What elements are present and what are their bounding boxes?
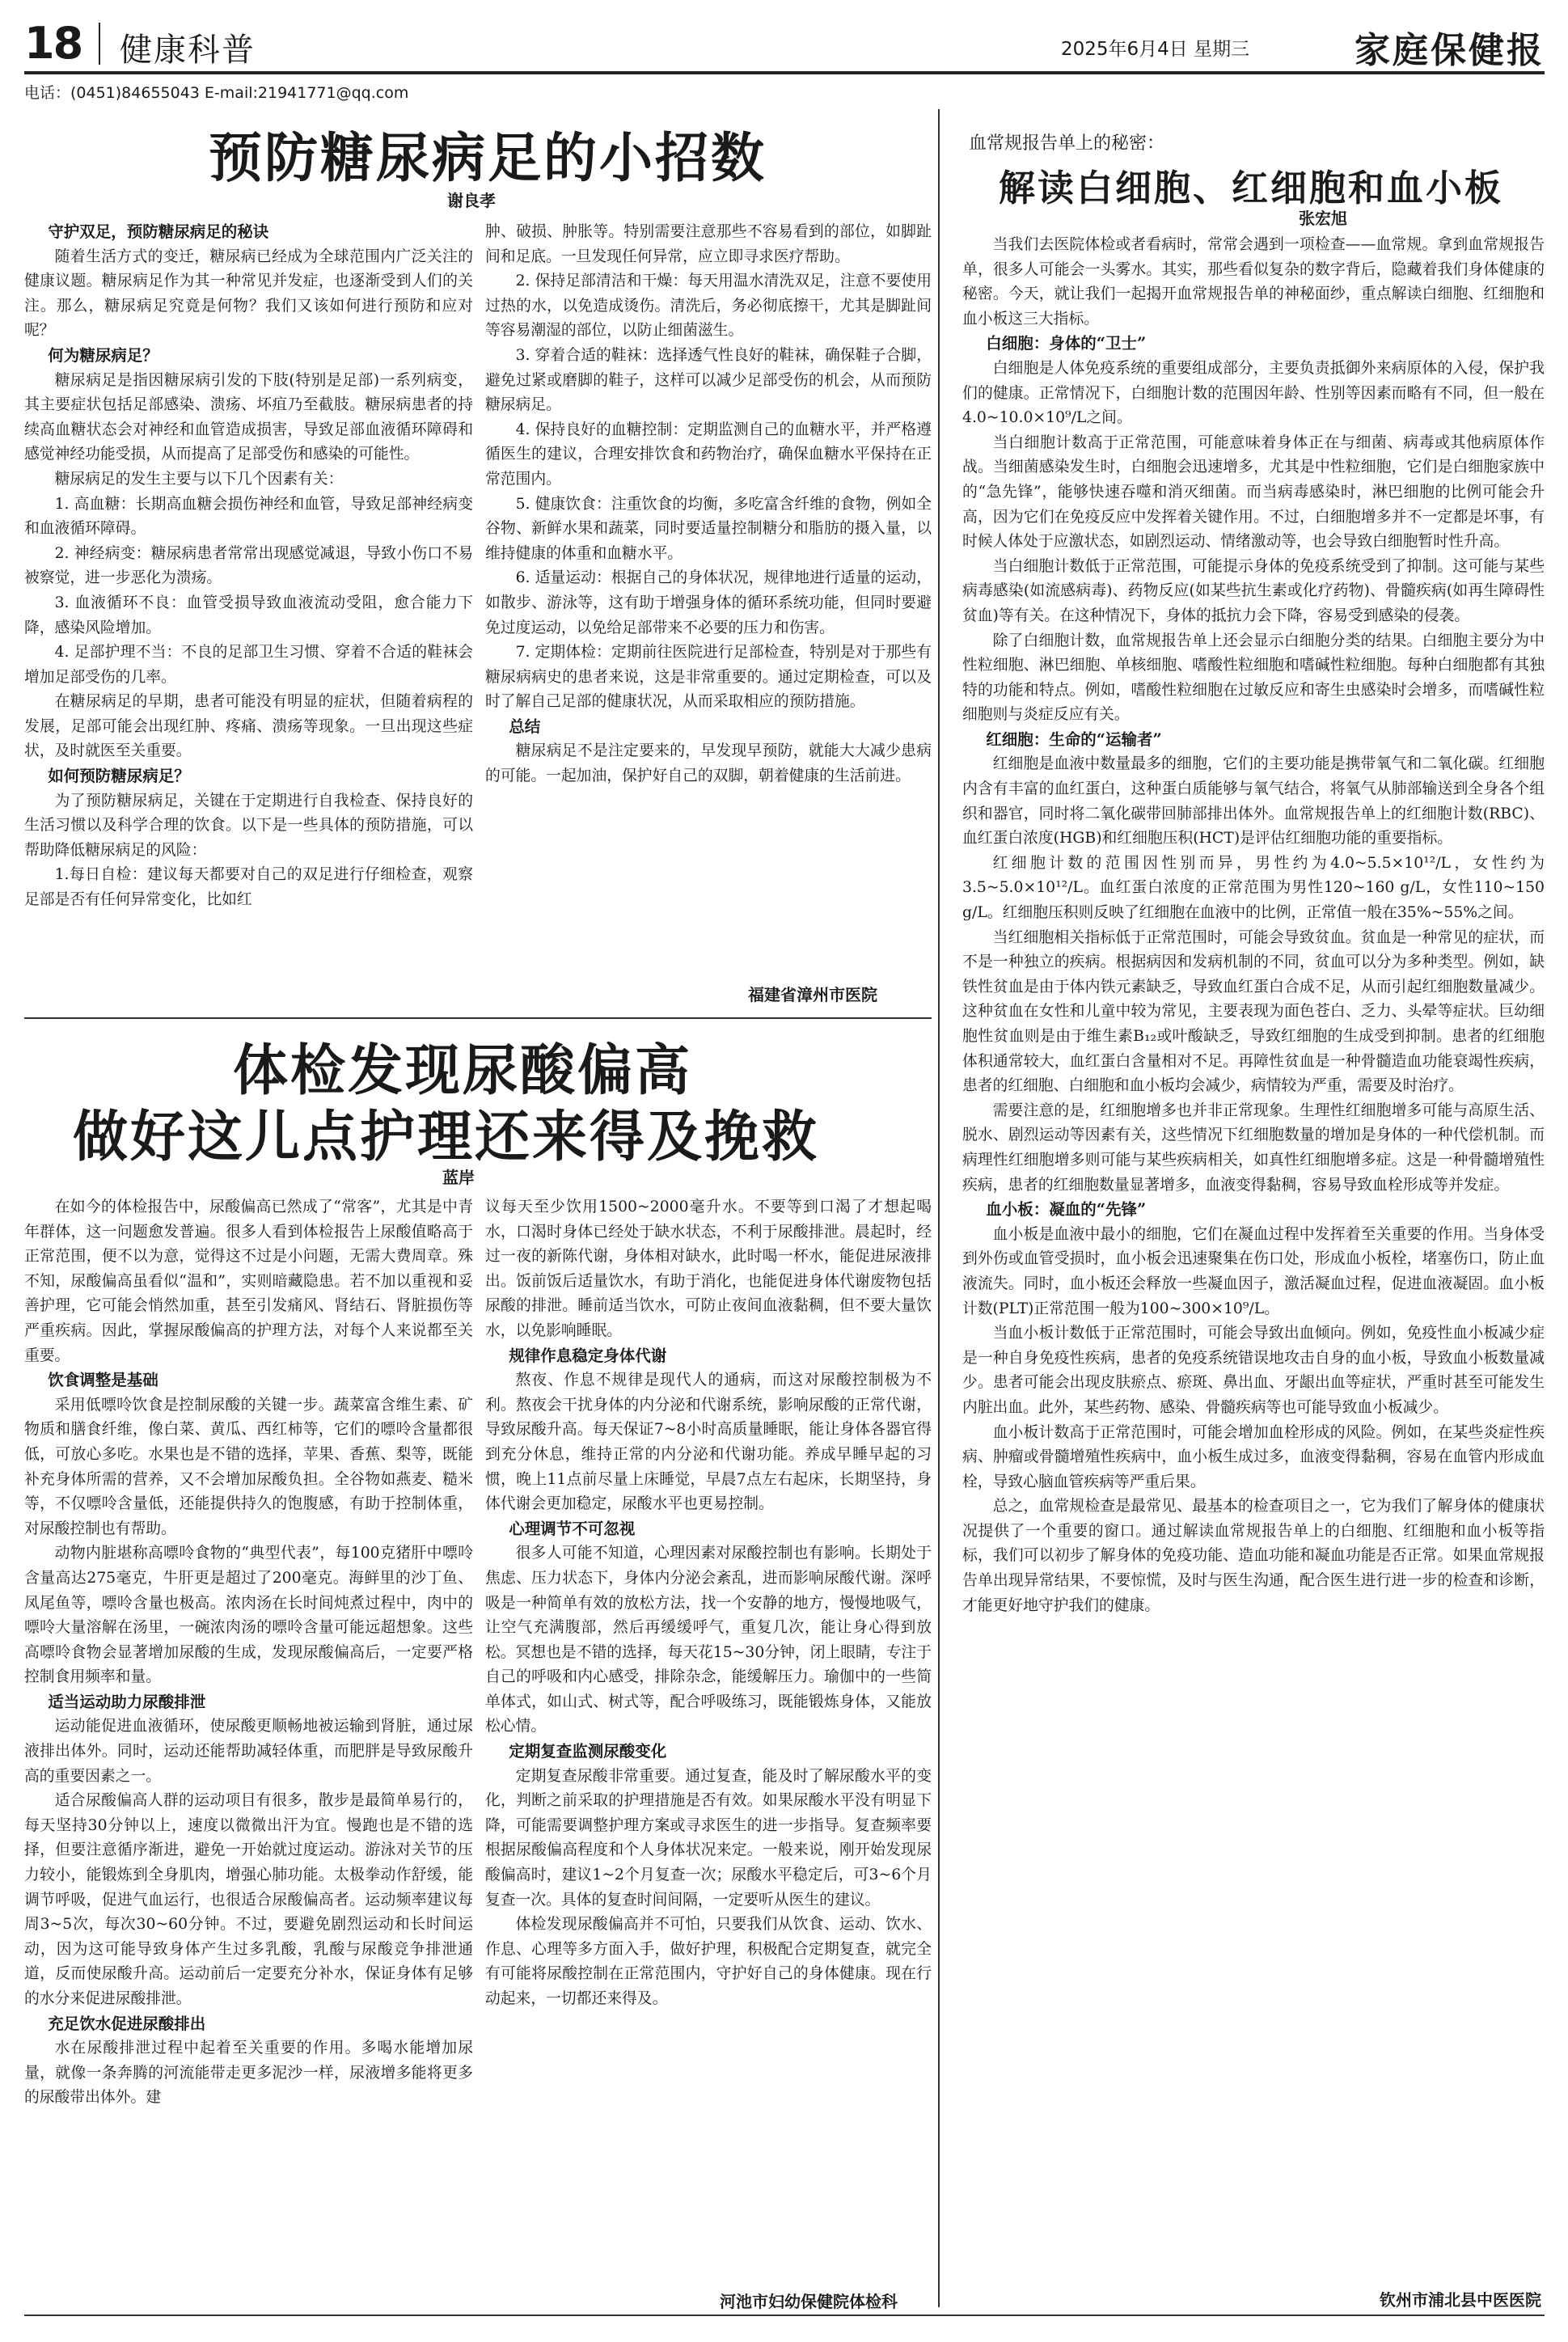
paragraph: 肿、破损、肿胀等。特别需要注意那些不容易看到的部位，如脚趾间和足底。一旦发现任何异常，应立即寻求医疗帮助。 — [485, 223, 932, 265]
paragraph: 红细胞计数的范围因性别而异，男性约为4.0~5.5×10¹²/L，女性约为3.5~5.0×10¹²/L。血红蛋白浓度的正常范围为男性120~160 g/L，女性110~150 g/L。红细胞压积则反映了红细胞在血液中的比例，正常值一般在35%~55%之间。 — [962, 854, 1545, 922]
subheading: 白细胞：身体的“卫士” — [986, 334, 1147, 353]
article2-col2 — [485, 1195, 932, 2279]
article2-source: 河池市妇幼保健院体检科 — [720, 2292, 898, 2311]
paragraph: 在糖尿病足的早期，患者可能没有明显的症状，但随着病程的发展，足部可能会出现红肿、疼痛、溃疡等现象。一旦出现这些症状，及时就医至关重要。 — [24, 693, 473, 760]
article2-title-line1: 体检发现尿酸偏高 — [233, 1038, 693, 1103]
paragraph: 当白细胞计数低于正常范围，可能提示身体的免疫系统受到了抑制。这可能与某些病毒感染(如流感病毒)、药物反应(如某些抗生素或化疗药物)、骨髓疾病(如再生障碍性贫血)等有关。在这种情况下，身体的抵抗力会下降，容易受到感染的侵袭。 — [962, 557, 1545, 624]
paragraph: 7. 定期体检：定期前往医院进行足部检查，特别是对于那些有糖尿病病史的患者来说，这是非常重要的。通过定期检查，可以及时了解自己足部的健康状况，从而采取相应的预防措施。 — [485, 644, 932, 711]
article3-kicker: 血常规报告单上的秘密： — [969, 133, 1165, 154]
paragraph: 4. 保持良好的血糖控制：定期监测自己的血糖水平，并严格遵循医生的建议，合理安排饮食和药物治疗，确保血糖水平保持在正常范围内。 — [485, 421, 932, 488]
article1-title: 预防糖尿病足的小招数 — [209, 126, 767, 189]
paragraph: 熬夜、作息不规律是现代人的通病，而这对尿酸控制极为不利。熬夜会干扰身体的内分泌和代谢系统，影响尿酸的正常代谢，导致尿酸升高。每天保证7~8小时高质量睡眠，能让身体各器官得到充分休息，维持正常的内分泌和代谢功能。养成早睡早起的习惯，晚上11点前尽量上床睡觉，早晨7点左右起床，长期坚持，身体代谢会更加稳定，尿酸水平也更易控制。 — [485, 1372, 932, 1513]
subheading: 总结 — [509, 717, 541, 736]
article3-body — [962, 233, 1545, 2277]
paragraph: 随着生活方式的变迁，糖尿病已经成为全球范围内广泛关注的健康议题。糖尿病足作为其一种常见并发症，也逐渐受到人们的关注。那么，糖尿病足究竟是何物？我们又该如何进行预防和应对呢？ — [24, 247, 473, 340]
paragraph: 采用低嘌呤饮食是控制尿酸的关键一步。蔬菜富含维生素、矿物质和膳食纤维，像白菜、黄瓜、西红柿等，它们的嘌呤含量都很低，可放心多吃。水果也是不错的选择，苹果、香蕉、梨等，既能补充身体所需的营养，又不会增加尿酸负担。全谷物如燕麦、糙米等，不仅嘌呤含量低，还能提供持久的饱腹感，有助于控制体重，对尿酸控制也有帮助。 — [24, 1396, 473, 1537]
issue-date: 2025年6月4日 星期三 — [1061, 39, 1250, 60]
paragraph: 红细胞是血液中数量最多的细胞，它们的主要功能是携带氧气和二氧化碳。红细胞内含有丰富的血红蛋白，这种蛋白质能够与氧气结合，将氧气从肺部输送到全身各个组织和器官，同时将二氧化碳带回肺部排出体外。血常规报告单上的红细胞计数(RBC)、血红蛋白浓度(HGB)和红细胞压积(HCT)是评估红细胞功能的重要指标。 — [962, 755, 1545, 848]
bottom-rule — [24, 2315, 1545, 2316]
subheading: 适当运动助力尿酸排泄 — [48, 1692, 206, 1711]
paragraph: 当白细胞计数高于正常范围，可能意味着身体正在与细菌、病毒或其他病原体作战。当细菌感染发生时，白细胞会迅速增多，尤其是中性粒细胞，它们是白细胞家族中的“急先锋”，能够快速吞噬和消灭细菌。而当病毒感染时，淋巴细胞的比例可能会升高，因为它们在免疫反应中发挥着关键作用。不过，白细胞增多并不一定都是坏事，有时候人体处于应激状态，如剧烈运动、情绪激动等，也会导致白细胞暂时性升高。 — [962, 433, 1545, 551]
article2-col1 — [24, 1195, 473, 2315]
paragraph: 糖尿病足是指因糖尿病引发的下肢(特别是足部)一系列病变，其主要症状包括足部感染、溃疡、坏疽乃至截肢。糖尿病患者的持续高血糖状态会对神经和血管造成损害，导致足部血液循环障碍和感觉神经功能受损，从而提高了足部受伤和感染的可能性。 — [24, 371, 473, 463]
paragraph: 需要注意的是，红细胞增多也并非正常现象。生理性红细胞增多可能与高原生活、脱水、剧烈运动等因素有关，这些情况下红细胞数量的增加是身体的一种代偿机制。而病理性红细胞增多则可能与某些疾病相关，如真性红细胞增多症。这是一种骨髓增殖性疾病，患者的红细胞数量显著增多，血液变得黏稠，容易导致血栓形成等并发症。 — [962, 1101, 1545, 1194]
paragraph: 2. 神经病变：糖尿病患者常常出现感觉减退，导致小伤口不易被察觉，进一步恶化为溃疡。 — [24, 544, 473, 587]
paragraph: 动物内脏堪称高嘌呤食物的“典型代表”，每100克猪肝中嘌呤含量高达275毫克，牛肝更是超过了200毫克。海鲜里的沙丁鱼、凤尾鱼等，嘌呤含量也极高。浓肉汤在长时间炖煮过程中，肉中的嘌呤大量溶解在汤里，一碗浓肉汤的嘌呤含量可能远超想象。这些高嘌呤食物会显著增加尿酸的生成，发现尿酸偏高后，一定要严格控制食用频率和量。 — [24, 1545, 473, 1686]
article2-author: 蓝岸 — [442, 1168, 475, 1187]
article3-author: 张宏旭 — [1299, 209, 1347, 228]
subheading: 守护双足，预防糖尿病足的秘诀 — [48, 222, 269, 241]
paragraph: 运动能促进血液循环，使尿酸更顺畅地被运输到肾脏，通过尿液排出体外。同时，运动还能帮助减轻体重，而肥胖是导致尿酸升高的重要因素之一。 — [24, 1718, 473, 1785]
article-divider — [24, 1017, 932, 1019]
subheading: 心理调节不可忽视 — [509, 1519, 636, 1538]
paragraph: 1. 高血糖：长期高血糖会损伤神经和血管，导致足部神经病变和血液循环障碍。 — [24, 495, 473, 538]
subheading: 如何预防糖尿病足？ — [48, 767, 190, 786]
paragraph: 4. 足部护理不当：不良的足部卫生习惯、穿着不合适的鞋袜会增加足部受伤的几率。 — [24, 644, 473, 686]
paragraph: 议每天至少饮用1500~2000毫升水。不要等到口渴了才想起喝水，口渴时身体已经处于缺水状态，不利于尿酸排泄。晨起时，经过一夜的新陈代谢，身体相对缺水，此时喝一杯水，能促进尿液排出。饭前饭后适量饮水，有助于消化，也能促进身体代谢废物包括尿酸的排泄。睡前适当饮水，可防止夜间血液黏稠，但不要大量饮水，以免影响睡眠。 — [485, 1198, 932, 1339]
article2-title-line2: 做好这儿点护理还来得及挽救 — [73, 1105, 820, 1169]
paragraph: 当血小板计数低于正常范围时，可能会导致出血倾向。例如，免疫性血小板减少症是一种自身免疫性疾病，患者的免疫系统错误地攻击自身的血小板，导致血小板数量减少。患者可能会出现皮肤瘀点、瘀斑、鼻出血、牙龈出血等症状，严重时甚至可能发生内脏出血。此外，某些药物、感染、骨髓疾病等也可能导致血小板减少。 — [962, 1325, 1545, 1416]
article3-source: 钦州市浦北县中医医院 — [1380, 2290, 1541, 2310]
article1-source: 福建省漳州市医院 — [748, 985, 877, 1004]
paragraph: 3. 血液循环不良：血管受损导致血液流动受阻，愈合能力下降，感染风险增加。 — [24, 594, 473, 636]
paragraph: 白细胞是人体免疫系统的重要组成部分，主要负责抵御外来病原体的入侵，保护我们的健康。正常情况下，白细胞计数的范围因年龄、性别等因素而略有不同，但一般在4.0~10.0×10⁹/L之间。 — [962, 359, 1545, 427]
paragraph: 6. 适量运动：根据自己的身体状况，规律地进行适量的运动，如散步、游泳等，这有助于增强身体的循环系统功能，但同时要避免过度运动，以免给足部带来不必要的压力和伤害。 — [485, 569, 932, 636]
subheading: 何为糖尿病足？ — [48, 345, 158, 365]
newspaper-name: 家庭保健报 — [1355, 30, 1545, 71]
page-header — [24, 16, 1545, 74]
header-divider — [99, 23, 100, 65]
paragraph: 体检发现尿酸偏高并不可怕，只要我们从饮食、运动、饮水、作息、心理等多方面入手，做好护理，积极配合定期复查，就完全有可能将尿酸控制在正常范围内，守护好自己的身体健康。现在行动起来，一切都还来得及。 — [485, 1916, 932, 2007]
subheading: 饮食调整是基础 — [48, 1371, 158, 1390]
paragraph: 水在尿酸排泄过程中起着至关重要的作用。多喝水能增加尿量，就像一条奔腾的河流能带走更多泥沙一样，尿液增多能将更多的尿酸带出体外。建 — [24, 2040, 473, 2107]
paragraph: 总之，血常规检查是最常见、最基本的检查项目之一，它为我们了解身体的健康状况提供了一个重要的窗口。通过解读血常规报告单上的白细胞、红细胞和血小板等指标，我们可以初步了解身体的免疫功能、造血功能和凝血功能是否正常。如果血常规报告单出现异常结果，不要惊慌，及时与医生沟通，配合医生进行进一步的检查和诊断，才能更好地守护我们的健康。 — [962, 1498, 1545, 1614]
column-divider — [938, 109, 940, 2307]
section-name: 健康科普 — [120, 32, 256, 69]
paragraph: 当我们去医院体检或者看病时，常常会遇到一项检查——血常规。拿到血常规报告单，很多人可能会一头雾水。其实，那些看似复杂的数字背后，隐藏着我们身体健康的秘密。今天，就让我们一起揭开血常规报告单的神秘面纱，重点解读白细胞、红细胞和血小板这三大指标。 — [962, 236, 1545, 328]
paragraph: 2. 保持足部清洁和干燥：每天用温水清洗双足，注意不要使用过热的水，以免造成烫伤。清洗后，务必彻底擦干，尤其是脚趾间等容易潮湿的部位，以防止细菌滋生。 — [485, 273, 932, 340]
paragraph: 在如今的体检报告中，尿酸偏高已然成了“常客”，尤其是中青年群体，这一问题愈发普遍。很多人看到体检报告上尿酸值略高于正常范围，便不以为意，觉得这不过是小问题，无需大费周章。殊不知，尿酸偏高虽看似“温和”，实则暗藏隐患。若不加以重视和妥善护理，它可能会悄然加重，甚至引发痛风、肾结石、肾脏损伤等严重疾病。因此，掌握尿酸偏高的护理方法，对每个人来说都至关重要。 — [24, 1198, 473, 1364]
paragraph: 1.每日自检：建议每天都要对自己的双足进行仔细检查，观察足部是否有任何异常变化，比如红 — [24, 866, 473, 909]
subheading: 血小板：凝血的“先锋” — [986, 1200, 1147, 1220]
paragraph: 糖尿病足不是注定要来的，早发现早预防，就能大大减少患病的可能。一起加油，保护好自己的双脚，朝着健康的生活前进。 — [485, 742, 932, 785]
paragraph: 定期复查尿酸非常重要。通过复查，能及时了解尿酸水平的变化，判断之前采取的护理措施是否有效。如果尿酸水平没有明显下降，可能需要调整护理方案或寻求医生的进一步指导。复查频率要根据尿酸偏高程度和个人身体状况来定。一般来说，刚开始发现尿酸偏高时，建议1~2个月复查一次；尿酸水平稳定后，可3~6个月复查一次。具体的复查时间间隔，一定要听从医生的建议。 — [485, 1767, 932, 1909]
subheading: 规律作息稳定身体代谢 — [509, 1346, 667, 1365]
subheading: 定期复查监测尿酸变化 — [509, 1742, 667, 1761]
paragraph: 很多人可能不知道，心理因素对尿酸控制也有影响。长期处于焦虑、压力状态下，身体内分泌会紊乱，进而影响尿酸代谢。深呼吸是一种简单有效的放松方法，找一个安静的地方，慢慢地吸气，让空气充满腹部，然后再缓缓呼气，重复几次，能让身心得到放松。冥想也是不错的选择，每天花15~30分钟，闭上眼睛，专注于自己的呼吸和内心感受，排除杂念，能缓解压力。瑜伽中的一些简单体式，如山式、树式等，配合呼吸练习，既能锻炼身体，又能放松心情。 — [485, 1545, 932, 1735]
paragraph: 血小板是血液中最小的细胞，它们在凝血过程中发挥着至关重要的作用。当身体受到外伤或血管受损时，血小板会迅速聚集在伤口处，形成血小板栓，堵塞伤口，防止血液流失。同时，血小板还会释放一些凝血因子，激活凝血过程，促进血液凝固。血小板计数(PLT)正常范围一般为100~300×10⁹/L。 — [962, 1225, 1545, 1317]
article1-col2 — [485, 220, 932, 996]
paragraph: 除了白细胞计数，血常规报告单上还会显示白细胞分类的结果。白细胞主要分为中性粒细胞、淋巴细胞、单核细胞、嗜酸性粒细胞和嗜碱性粒细胞。每种白细胞都有其独特的功能和特点。例如，嗜酸性粒细胞在过敏反应和寄生虫感染时会增多，而嗜碱性粒细胞则与炎症反应有关。 — [962, 632, 1545, 724]
paragraph: 当红细胞相关指标低于正常范围时，可能会导致贫血。贫血是一种常见的症状，而不是一种独立的疾病。根据病因和发病机制的不同，贫血可以分为多种类型。例如，缺铁性贫血是由于体内铁元素缺乏，导致血红蛋白合成不足，从而引起红细胞数量减少。这种贫血在女性和儿童中较为常见，主要表现为面色苍白、乏力、头晕等症状。巨幼细胞性贫血则是由于维生素B₁₂或叶酸缺乏，导致红细胞的生成受到抑制。患者的红细胞体积通常较大，血红蛋白含量相对不足。再障性贫血是一种骨髓造血功能衰竭性疾病，患者的红细胞、白细胞和血小板均会减少，病情较为严重，需要及时治疗。 — [962, 928, 1545, 1095]
paragraph: 3. 穿着合适的鞋袜：选择透气性良好的鞋袜，确保鞋子合脚，避免过紧或磨脚的鞋子，这样可以减少足部受伤的机会，从而预防糖尿病足。 — [485, 346, 932, 414]
paragraph: 血小板计数高于正常范围时，可能会增加血栓形成的风险。例如，在某些炎症性疾病、肿瘤或骨髓增殖性疾病中，血小板生成过多，血液变得黏稠，容易在血管内形成血栓，导致心脑血管疾病等严重后果。 — [962, 1423, 1545, 1490]
paragraph: 适合尿酸偏高人群的运动项目有很多，散步是最简单易行的，每天坚持30分钟以上，速度以微微出汗为宜。慢跑也是不错的选择，但要注意循序渐进，避免一开始就过度运动。游泳对关节的压力较小，能锻炼到全身肌肉，增强心肺功能。太极拳动作舒缓，能调节呼吸，促进气血运行，也很适合尿酸偏高者。运动频率建议每周3~5次，每次30~60分钟。不过，要避免剧烈运动和长时间运动，因为这可能导致身体产生过多乳酸，乳酸与尿酸竞争排泄通道，反而使尿酸升高。运动前后一定要充分补水，保证身体有足够的水分来促进尿酸排泄。 — [24, 1792, 473, 2007]
article1-author: 谢良孝 — [447, 191, 496, 210]
paragraph: 5. 健康饮食：注重饮食的均衡，多吃富含纤维的食物，例如全谷物、新鲜水果和蔬菜，同时要适量控制糖分和脂肪的摄入量，以维持健康的体重和血糖水平。 — [485, 495, 932, 562]
article1-col1 — [24, 220, 473, 1012]
paragraph: 糖尿病足的发生主要与以下几个因素有关： — [54, 470, 344, 488]
article3-title: 解读白细胞、红细胞和血小板 — [999, 167, 1504, 209]
subheading: 充足饮水促进尿酸排出 — [48, 2014, 206, 2033]
page-number: 18 — [24, 18, 82, 69]
contact-line: 电话：(0451)84655043 E-mail:21941771@qq.com — [24, 84, 409, 102]
paragraph: 为了预防糖尿病足，关键在于定期进行自我检查、保持良好的生活习惯以及科学合理的饮食。以下是一些具体的预防措施，可以帮助降低糖尿病足的风险： — [24, 792, 473, 859]
subheading: 红细胞：生命的“运输者” — [986, 729, 1162, 749]
